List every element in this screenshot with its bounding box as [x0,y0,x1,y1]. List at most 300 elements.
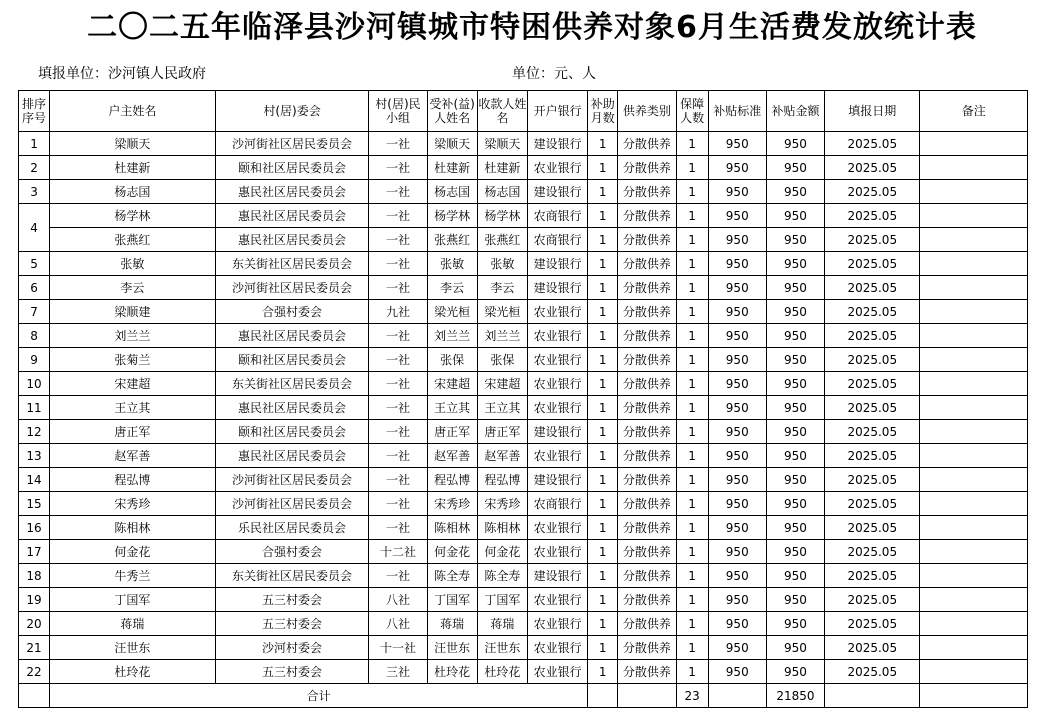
table-row [19,636,1028,660]
cell-household: 牛秀兰 [50,564,216,588]
col-header-payee: 收款人姓名 [477,91,527,132]
total-blank [708,684,766,708]
cell-amount: 950 [766,180,824,204]
cell-group: 一社 [369,252,427,276]
cell-no: 10 [19,372,50,396]
cell-months: 1 [588,180,618,204]
cell-persons: 1 [676,444,708,468]
cell-amount: 950 [766,348,824,372]
cell-household: 宋建超 [50,372,216,396]
cell-recipient: 杨志国 [427,180,477,204]
cell-committee: 东关街社区居民委员会 [215,252,369,276]
cell-date: 2025.05 [825,444,920,468]
cell-months: 1 [588,420,618,444]
cell-committee: 合强村委会 [215,300,369,324]
cell-persons: 1 [676,252,708,276]
cell-date: 2025.05 [825,564,920,588]
cell-household: 刘兰兰 [50,324,216,348]
cell-amount: 950 [766,300,824,324]
total-blank [588,684,618,708]
cell-persons: 1 [676,516,708,540]
cell-recipient: 杨学林 [427,204,477,228]
col-header-no: 排序序号 [19,91,50,132]
cell-standard: 950 [708,444,766,468]
total-blank [618,684,676,708]
cell-recipient: 王立其 [427,396,477,420]
cell-category: 分散供养 [618,252,676,276]
cell-recipient: 汪世东 [427,636,477,660]
cell-persons: 1 [676,324,708,348]
cell-household: 杨志国 [50,180,216,204]
cell-bank: 建设银行 [527,276,587,300]
cell-household: 程弘博 [50,468,216,492]
cell-persons: 1 [676,540,708,564]
table-row [19,204,1028,228]
cell-persons: 1 [676,300,708,324]
cell-category: 分散供养 [618,492,676,516]
cell-amount: 950 [766,372,824,396]
cell-date: 2025.05 [825,588,920,612]
cell-payee: 唐正军 [477,420,527,444]
cell-bank: 农业银行 [527,516,587,540]
cell-committee: 颐和社区居民委员会 [215,348,369,372]
cell-amount: 950 [766,612,824,636]
cell-payee: 刘兰兰 [477,324,527,348]
cell-category: 分散供养 [618,324,676,348]
total-blank [19,684,50,708]
cell-household: 杜建新 [50,156,216,180]
cell-household: 张敏 [50,252,216,276]
cell-standard: 950 [708,180,766,204]
cell-date: 2025.05 [825,156,920,180]
cell-household: 唐正军 [50,420,216,444]
cell-note [920,492,1028,516]
cell-date: 2025.05 [825,420,920,444]
total-persons: 23 [676,684,708,708]
cell-persons: 1 [676,420,708,444]
table-row [19,564,1028,588]
table-row [19,612,1028,636]
cell-group: 一社 [369,564,427,588]
cell-household: 李云 [50,276,216,300]
cell-months: 1 [588,492,618,516]
cell-group: 一社 [369,228,427,252]
cell-note [920,588,1028,612]
cell-amount: 950 [766,636,824,660]
cell-bank: 农业银行 [527,444,587,468]
cell-recipient: 宋建超 [427,372,477,396]
cell-persons: 1 [676,276,708,300]
cell-persons: 1 [676,204,708,228]
cell-note [920,540,1028,564]
cell-amount: 950 [766,228,824,252]
cell-months: 1 [588,540,618,564]
cell-payee: 李云 [477,276,527,300]
cell-amount: 950 [766,588,824,612]
cell-category: 分散供养 [618,516,676,540]
cell-recipient: 唐正军 [427,420,477,444]
col-header-note: 备注 [920,91,1028,132]
cell-months: 1 [588,372,618,396]
cell-standard: 950 [708,516,766,540]
cell-persons: 1 [676,612,708,636]
cell-category: 分散供养 [618,612,676,636]
cell-months: 1 [588,612,618,636]
cell-standard: 950 [708,276,766,300]
cell-date: 2025.05 [825,660,920,684]
cell-no: 14 [19,468,50,492]
cell-payee: 宋秀珍 [477,492,527,516]
cell-committee: 五三村委会 [215,588,369,612]
cell-category: 分散供养 [618,300,676,324]
cell-group: 十一社 [369,636,427,660]
cell-committee: 惠民社区居民委员会 [215,324,369,348]
cell-date: 2025.05 [825,516,920,540]
cell-recipient: 陈相林 [427,516,477,540]
cell-committee: 惠民社区居民委员会 [215,396,369,420]
cell-note [920,156,1028,180]
cell-category: 分散供养 [618,468,676,492]
cell-amount: 950 [766,396,824,420]
cell-recipient: 蒋瑞 [427,612,477,636]
cell-months: 1 [588,468,618,492]
cell-date: 2025.05 [825,252,920,276]
cell-recipient: 李云 [427,276,477,300]
cell-months: 1 [588,276,618,300]
cell-household: 张菊兰 [50,348,216,372]
cell-amount: 950 [766,420,824,444]
table-row [19,540,1028,564]
table-row [19,324,1028,348]
cell-group: 十二社 [369,540,427,564]
cell-months: 1 [588,300,618,324]
cell-no: 4 [19,204,50,252]
col-header-committee: 村(居)委会 [215,91,369,132]
cell-committee: 惠民社区居民委员会 [215,204,369,228]
cell-months: 1 [588,156,618,180]
cell-persons: 1 [676,396,708,420]
cell-household: 王立其 [50,396,216,420]
cell-months: 1 [588,564,618,588]
cell-standard: 950 [708,468,766,492]
cell-persons: 1 [676,180,708,204]
cell-standard: 950 [708,612,766,636]
table-row [19,660,1028,684]
cell-payee: 陈全寿 [477,564,527,588]
col-header-category: 供养类别 [618,91,676,132]
cell-date: 2025.05 [825,468,920,492]
col-header-bank: 开户银行 [527,91,587,132]
cell-note [920,516,1028,540]
cell-note [920,612,1028,636]
cell-note [920,228,1028,252]
cell-committee: 沙河街社区居民委员会 [215,468,369,492]
cell-amount: 950 [766,252,824,276]
total-label: 合计 [50,684,588,708]
table-row [19,252,1028,276]
cell-committee: 惠民社区居民委员会 [215,444,369,468]
cell-group: 一社 [369,132,427,156]
cell-months: 1 [588,516,618,540]
cell-standard: 950 [708,660,766,684]
cell-note [920,348,1028,372]
cell-note [920,396,1028,420]
cell-note [920,660,1028,684]
table-row [19,468,1028,492]
cell-bank: 农业银行 [527,588,587,612]
cell-recipient: 张敏 [427,252,477,276]
cell-no: 6 [19,276,50,300]
cell-note [920,204,1028,228]
cell-bank: 农商银行 [527,492,587,516]
col-header-months: 补助月数 [588,91,618,132]
cell-household: 汪世东 [50,636,216,660]
cell-standard: 950 [708,396,766,420]
cell-committee: 沙河街社区居民委员会 [215,492,369,516]
cell-persons: 1 [676,636,708,660]
cell-recipient: 何金花 [427,540,477,564]
cell-committee: 沙河村委会 [215,636,369,660]
cell-amount: 950 [766,324,824,348]
cell-no: 21 [19,636,50,660]
col-header-standard: 补贴标准 [708,91,766,132]
cell-no: 2 [19,156,50,180]
cell-group: 八社 [369,588,427,612]
cell-category: 分散供养 [618,588,676,612]
cell-bank: 农业银行 [527,612,587,636]
cell-group: 一社 [369,492,427,516]
cell-household: 赵军善 [50,444,216,468]
cell-persons: 1 [676,372,708,396]
cell-months: 1 [588,204,618,228]
cell-amount: 950 [766,492,824,516]
cell-bank: 建设银行 [527,180,587,204]
cell-no: 9 [19,348,50,372]
col-header-household: 户主姓名 [50,91,216,132]
cell-note [920,372,1028,396]
cell-group: 一社 [369,420,427,444]
cell-months: 1 [588,132,618,156]
cell-payee: 张燕红 [477,228,527,252]
table-row [19,516,1028,540]
cell-amount: 950 [766,444,824,468]
cell-payee: 王立其 [477,396,527,420]
cell-group: 一社 [369,396,427,420]
cell-committee: 惠民社区居民委员会 [215,228,369,252]
document-title: 二〇二五年临泽县沙河镇城市特困供养对象6月生活费发放统计表 [87,10,977,45]
cell-recipient: 程弘博 [427,468,477,492]
cell-payee: 梁顺天 [477,132,527,156]
cell-note [920,324,1028,348]
cell-no: 17 [19,540,50,564]
cell-payee: 梁光桓 [477,300,527,324]
payment-table [18,90,1028,708]
cell-standard: 950 [708,372,766,396]
cell-standard: 950 [708,252,766,276]
cell-note [920,564,1028,588]
cell-persons: 1 [676,132,708,156]
cell-standard: 950 [708,348,766,372]
cell-category: 分散供养 [618,396,676,420]
cell-payee: 杨志国 [477,180,527,204]
cell-household: 杨学林 [50,204,216,228]
cell-note [920,132,1028,156]
cell-group: 八社 [369,612,427,636]
cell-bank: 农业银行 [527,372,587,396]
table-row [19,156,1028,180]
cell-date: 2025.05 [825,372,920,396]
cell-payee: 何金花 [477,540,527,564]
total-blank [920,684,1028,708]
table-row [19,348,1028,372]
cell-committee: 东关街社区居民委员会 [215,564,369,588]
table-row [19,420,1028,444]
cell-note [920,252,1028,276]
cell-persons: 1 [676,156,708,180]
cell-months: 1 [588,444,618,468]
cell-committee: 五三村委会 [215,660,369,684]
table-row [19,588,1028,612]
cell-category: 分散供养 [618,228,676,252]
cell-date: 2025.05 [825,132,920,156]
cell-bank: 农业银行 [527,300,587,324]
cell-category: 分散供养 [618,372,676,396]
cell-group: 九社 [369,300,427,324]
total-row [19,684,1028,708]
cell-months: 1 [588,396,618,420]
cell-date: 2025.05 [825,300,920,324]
cell-group: 一社 [369,444,427,468]
cell-standard: 950 [708,564,766,588]
cell-no: 11 [19,396,50,420]
cell-standard: 950 [708,588,766,612]
cell-standard: 950 [708,324,766,348]
cell-payee: 张敏 [477,252,527,276]
cell-amount: 950 [766,660,824,684]
cell-note [920,444,1028,468]
cell-amount: 950 [766,564,824,588]
cell-recipient: 张燕红 [427,228,477,252]
cell-no: 22 [19,660,50,684]
cell-category: 分散供养 [618,276,676,300]
cell-bank: 建设银行 [527,132,587,156]
cell-bank: 农业银行 [527,660,587,684]
cell-note [920,300,1028,324]
cell-payee: 丁国军 [477,588,527,612]
cell-standard: 950 [708,492,766,516]
cell-note [920,420,1028,444]
cell-group: 一社 [369,276,427,300]
cell-bank: 农业银行 [527,156,587,180]
cell-recipient: 刘兰兰 [427,324,477,348]
cell-recipient: 丁国军 [427,588,477,612]
cell-committee: 东关街社区居民委员会 [215,372,369,396]
cell-household: 何金花 [50,540,216,564]
cell-persons: 1 [676,348,708,372]
header-row [19,91,1028,132]
cell-amount: 950 [766,516,824,540]
cell-category: 分散供养 [618,444,676,468]
cell-persons: 1 [676,468,708,492]
cell-no: 3 [19,180,50,204]
cell-date: 2025.05 [825,276,920,300]
cell-household: 梁顺建 [50,300,216,324]
cell-committee: 乐民社区居民委员会 [215,516,369,540]
cell-no: 18 [19,564,50,588]
table-row [19,300,1028,324]
cell-payee: 汪世东 [477,636,527,660]
cell-no: 19 [19,588,50,612]
cell-date: 2025.05 [825,228,920,252]
cell-household: 蒋瑞 [50,612,216,636]
cell-amount: 950 [766,156,824,180]
cell-category: 分散供养 [618,636,676,660]
cell-no: 20 [19,612,50,636]
cell-persons: 1 [676,492,708,516]
cell-committee: 颐和社区居民委员会 [215,420,369,444]
cell-household: 杜玲花 [50,660,216,684]
cell-no: 5 [19,252,50,276]
cell-recipient: 赵军善 [427,444,477,468]
cell-bank: 建设银行 [527,252,587,276]
cell-standard: 950 [708,300,766,324]
cell-recipient: 张保 [427,348,477,372]
cell-household: 宋秀珍 [50,492,216,516]
cell-household: 梁顺天 [50,132,216,156]
cell-months: 1 [588,228,618,252]
unit-of-measure: 单位：元、人 [512,66,596,82]
cell-date: 2025.05 [825,636,920,660]
cell-payee: 程弘博 [477,468,527,492]
cell-months: 1 [588,252,618,276]
cell-note [920,468,1028,492]
cell-category: 分散供养 [618,660,676,684]
cell-standard: 950 [708,132,766,156]
table-row [19,372,1028,396]
cell-no: 16 [19,516,50,540]
col-header-group: 村(居)民小组 [369,91,427,132]
cell-group: 一社 [369,348,427,372]
cell-standard: 950 [708,156,766,180]
cell-date: 2025.05 [825,612,920,636]
cell-amount: 950 [766,540,824,564]
cell-bank: 农商银行 [527,204,587,228]
col-header-date: 填报日期 [825,91,920,132]
cell-date: 2025.05 [825,540,920,564]
cell-months: 1 [588,348,618,372]
cell-committee: 颐和社区居民委员会 [215,156,369,180]
cell-payee: 杜玲花 [477,660,527,684]
cell-payee: 宋建超 [477,372,527,396]
table-row [19,492,1028,516]
cell-date: 2025.05 [825,204,920,228]
cell-no: 7 [19,300,50,324]
cell-committee: 五三村委会 [215,612,369,636]
cell-no: 15 [19,492,50,516]
cell-bank: 农业银行 [527,636,587,660]
cell-recipient: 宋秀珍 [427,492,477,516]
cell-amount: 950 [766,132,824,156]
cell-persons: 1 [676,564,708,588]
cell-standard: 950 [708,204,766,228]
cell-date: 2025.05 [825,180,920,204]
cell-bank: 农业银行 [527,396,587,420]
cell-payee: 杨学林 [477,204,527,228]
cell-date: 2025.05 [825,324,920,348]
cell-months: 1 [588,636,618,660]
cell-group: 一社 [369,204,427,228]
cell-recipient: 陈全寿 [427,564,477,588]
